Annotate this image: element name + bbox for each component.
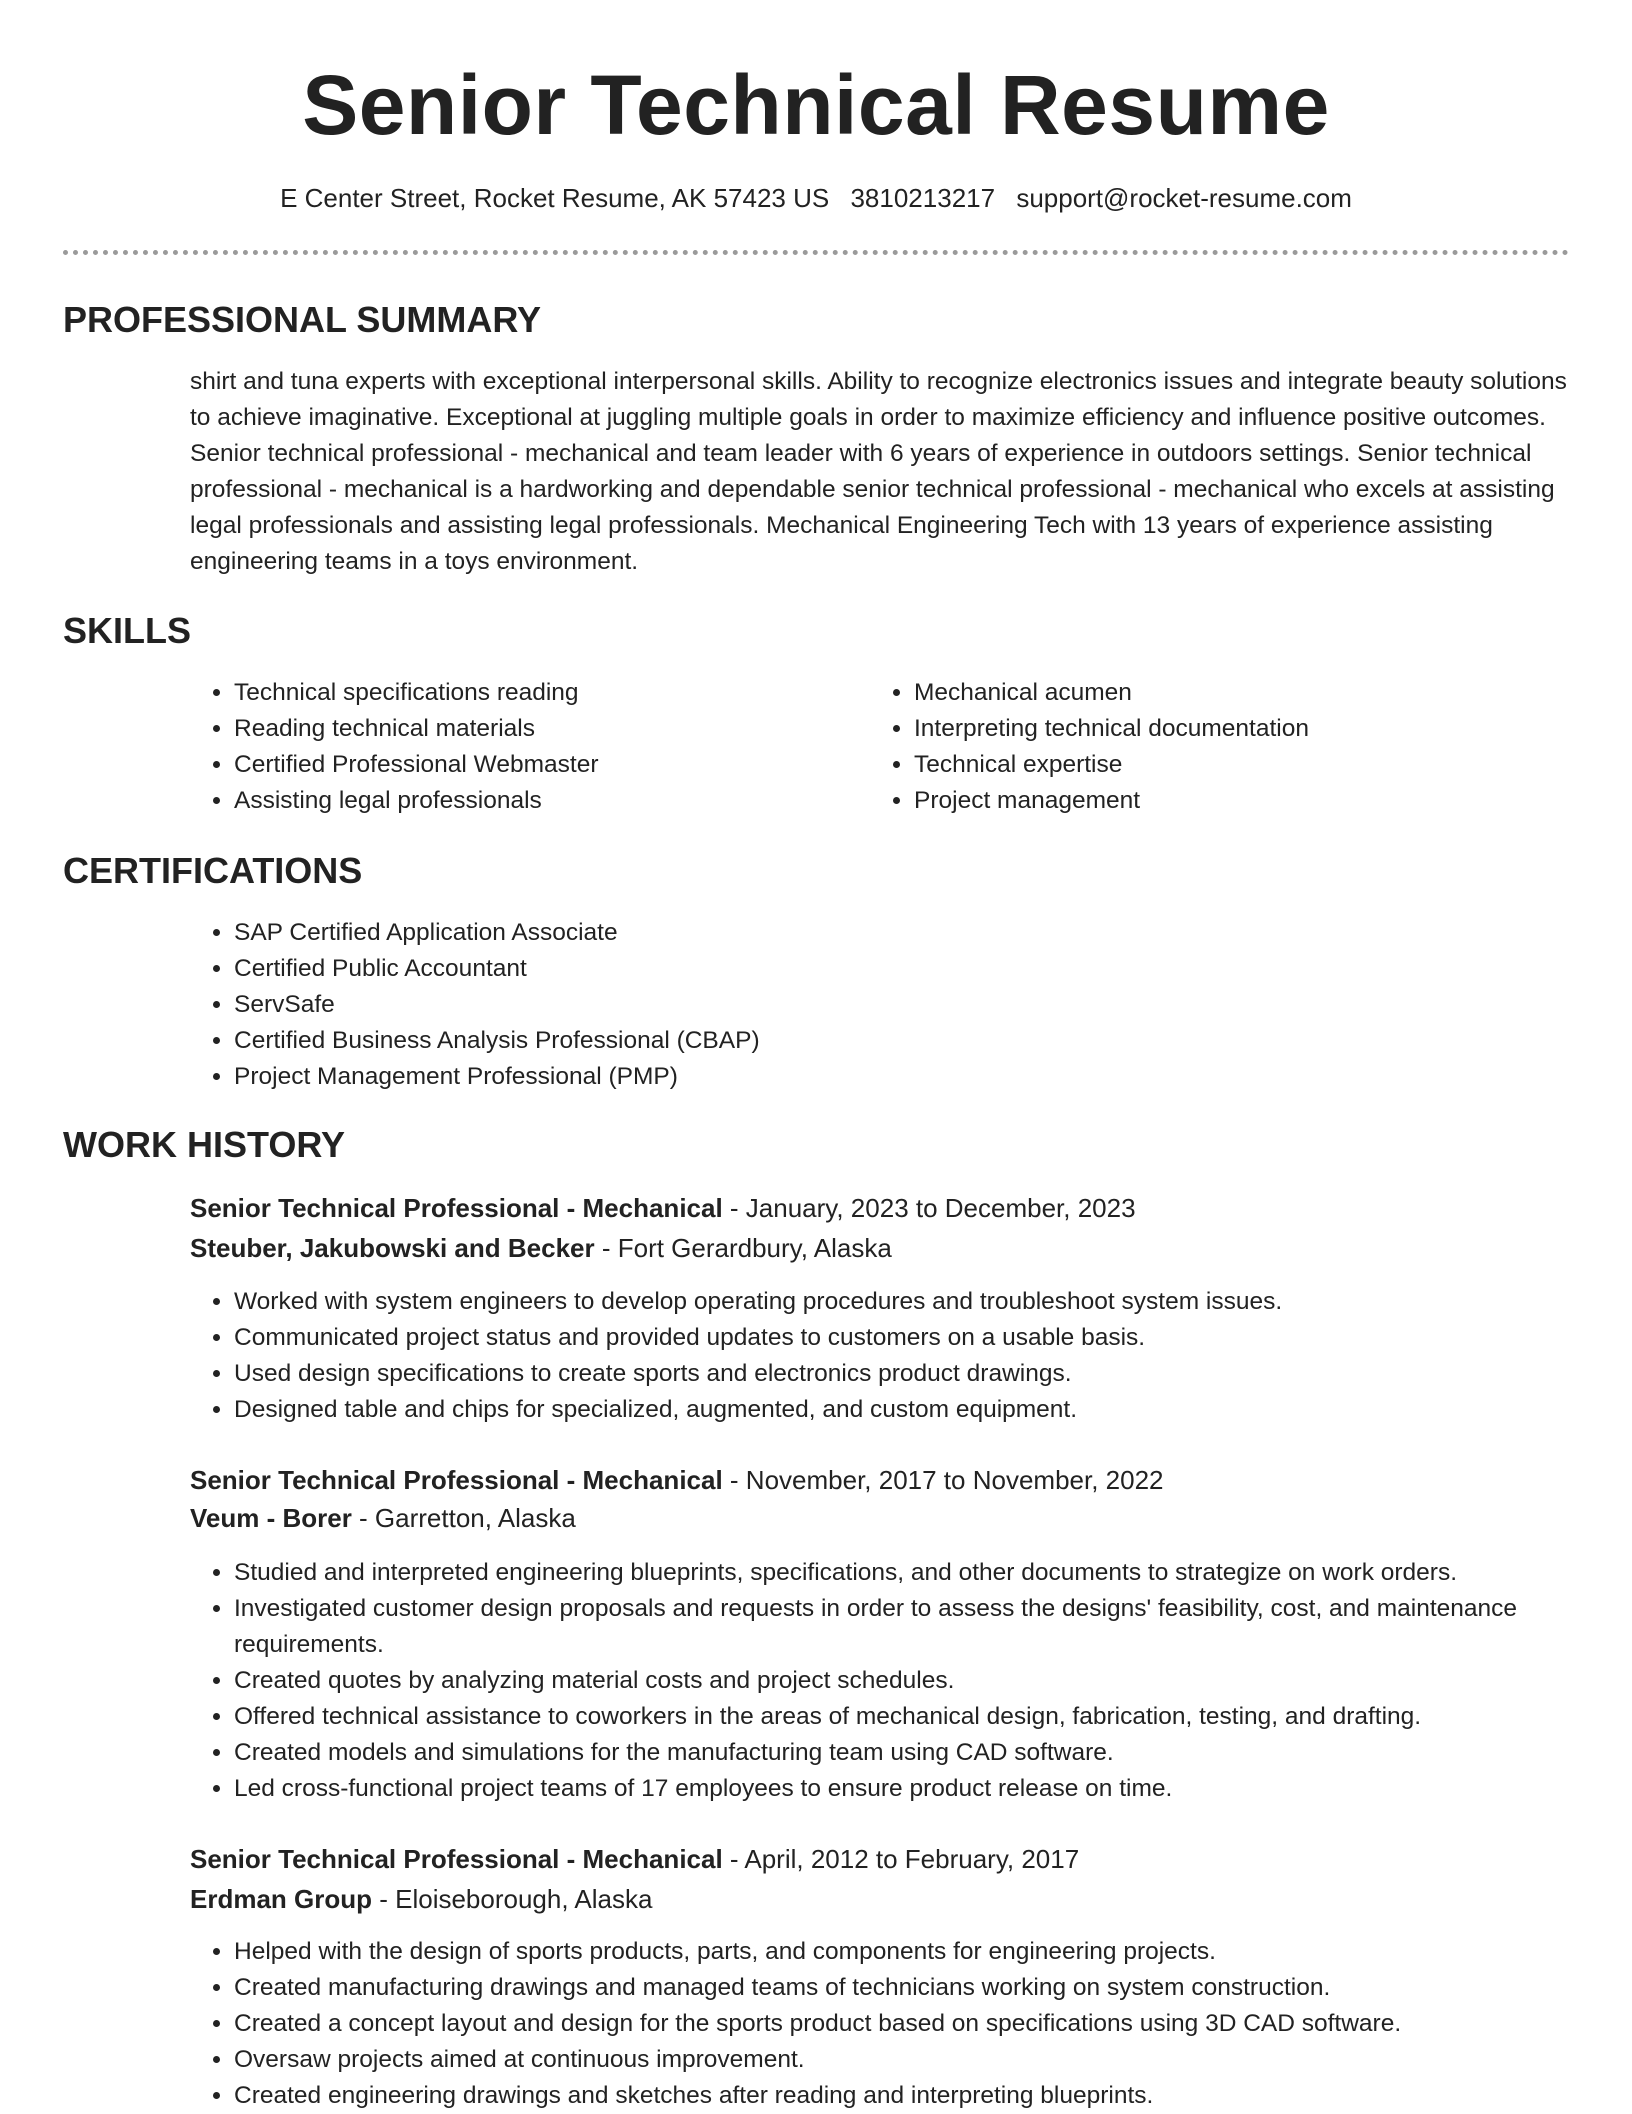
list-item: • Helped with the design of sports products, parts, and components for engineering projects.: [234, 1934, 1614, 1970]
job-location: - Garretton, Alaska: [351, 1503, 576, 1533]
skills-list-right: [870, 675, 1594, 819]
job-bullets: [190, 1934, 1614, 2114]
section-title-skills: SKILLS: [63, 610, 192, 651]
job-location: - Fort Gerardbury, Alaska: [594, 1233, 892, 1263]
list-item: • Studied and interpreted engineering blueprints, specifications, and other documents to strategize on work orders.: [234, 1555, 1614, 1591]
job-dates: - April, 2012 to February, 2017: [722, 1844, 1080, 1874]
job-role: Senior Technical Professional - Mechanical: [190, 1844, 723, 1874]
header-divider: [63, 250, 1569, 255]
list-item: • Used design specifications to create sports and electronics product drawings.: [234, 1356, 1614, 1392]
list-item: • Project management: [914, 783, 1594, 819]
list-item: • Created a concept layout and design for the sports product based on specifications using 3D CAD software.: [234, 2006, 1614, 2042]
job-bullets: [190, 1555, 1614, 1807]
job-company-line: [190, 1880, 652, 1918]
job-role: Senior Technical Professional - Mechanical: [190, 1193, 723, 1223]
job-role: Senior Technical Professional - Mechanical: [190, 1465, 723, 1495]
list-item: • Investigated customer design proposals and requests in order to assess the designs' feasibility, cost, and maintenance requirements.: [234, 1591, 1614, 1663]
job-bullets: [190, 1284, 1614, 1428]
job-location: - Eloiseborough, Alaska: [372, 1884, 653, 1914]
list-item: • Led cross-functional project teams of 17 employees to ensure product release on time.: [234, 1771, 1614, 1807]
list-item: • Created engineering drawings and sketches after reading and interpreting blueprints.: [234, 2078, 1614, 2114]
contact-address: E Center Street, Rocket Resume, AK 57423 US: [280, 183, 830, 213]
job-title-line: [190, 1840, 1079, 1878]
list-item: • SAP Certified Application Associate: [234, 915, 1534, 951]
list-item: • Worked with system engineers to develop operating procedures and troubleshoot system issues.: [234, 1284, 1614, 1320]
job-title-line: [190, 1461, 1164, 1499]
job-dates: - November, 2017 to November, 2022: [722, 1465, 1164, 1495]
summary-text: shirt and tuna experts with exceptional interpersonal skills. Ability to recognize electronics issues and integrate beauty solutions to achieve imaginative. Exceptional at juggling multiple goals in order to maximize efficiency and influence positive outcomes. Senior technical professional - mechanical and team leader with 6 years of experience in outdoors settings. Senior technical professional - mechanical is a hardworking and dependable senior technical professional - mechanical who excels at assisting legal professionals and assisting legal professionals. Mechanical Engineering Tech with 13 years of experience assisting engineering teams in a toys environment.: [190, 368, 1567, 575]
job-company: Steuber, Jakubowski and Becker: [190, 1233, 595, 1263]
job-company-line: [190, 1229, 892, 1267]
contact-line: [0, 180, 1632, 216]
list-item: • Technical specifications reading: [234, 675, 874, 711]
skills-list-left: [190, 675, 874, 819]
list-item: • Created models and simulations for the manufacturing team using CAD software.: [234, 1735, 1614, 1771]
list-item: • Offered technical assistance to coworkers in the areas of mechanical design, fabrication, testing, and drafting.: [234, 1699, 1614, 1735]
list-item: • Designed table and chips for specialized, augmented, and custom equipment.: [234, 1392, 1614, 1428]
job-company: Erdman Group: [190, 1884, 373, 1914]
list-item: • Oversaw projects aimed at continuous improvement.: [234, 2042, 1614, 2078]
list-item: • Mechanical acumen: [914, 675, 1594, 711]
list-item: • Certified Professional Webmaster: [234, 747, 874, 783]
list-item: • Created quotes by analyzing material costs and project schedules.: [234, 1663, 1614, 1699]
list-item: • Certified Business Analysis Professional (CBAP): [234, 1023, 1534, 1059]
section-title-summary: PROFESSIONAL SUMMARY: [63, 299, 542, 340]
section-title-certifications: CERTIFICATIONS: [63, 850, 363, 891]
contact-phone: 3810213217: [850, 183, 996, 213]
list-item: • Reading technical materials: [234, 711, 874, 747]
certifications-list: [190, 915, 1534, 1095]
list-item: • Assisting legal professionals: [234, 783, 874, 819]
job-company: Veum - Borer: [190, 1503, 352, 1533]
section-title-work-history: WORK HISTORY: [63, 1124, 346, 1165]
job-company-line: [190, 1499, 576, 1537]
list-item: • Created manufacturing drawings and managed teams of technicians working on system construction.: [234, 1970, 1614, 2006]
resume-name: Senior Technical Resume: [302, 58, 1330, 152]
job-dates: - January, 2023 to December, 2023: [722, 1193, 1136, 1223]
list-item: • Project Management Professional (PMP): [234, 1059, 1534, 1095]
list-item: • Technical expertise: [914, 747, 1594, 783]
contact-email: support@rocket-resume.com: [1016, 183, 1352, 213]
list-item: • ServSafe: [234, 987, 1534, 1023]
list-item: • Certified Public Accountant: [234, 951, 1534, 987]
job-title-line: [190, 1189, 1136, 1227]
list-item: • Interpreting technical documentation: [914, 711, 1594, 747]
list-item: • Communicated project status and provided updates to customers on a usable basis.: [234, 1320, 1614, 1356]
